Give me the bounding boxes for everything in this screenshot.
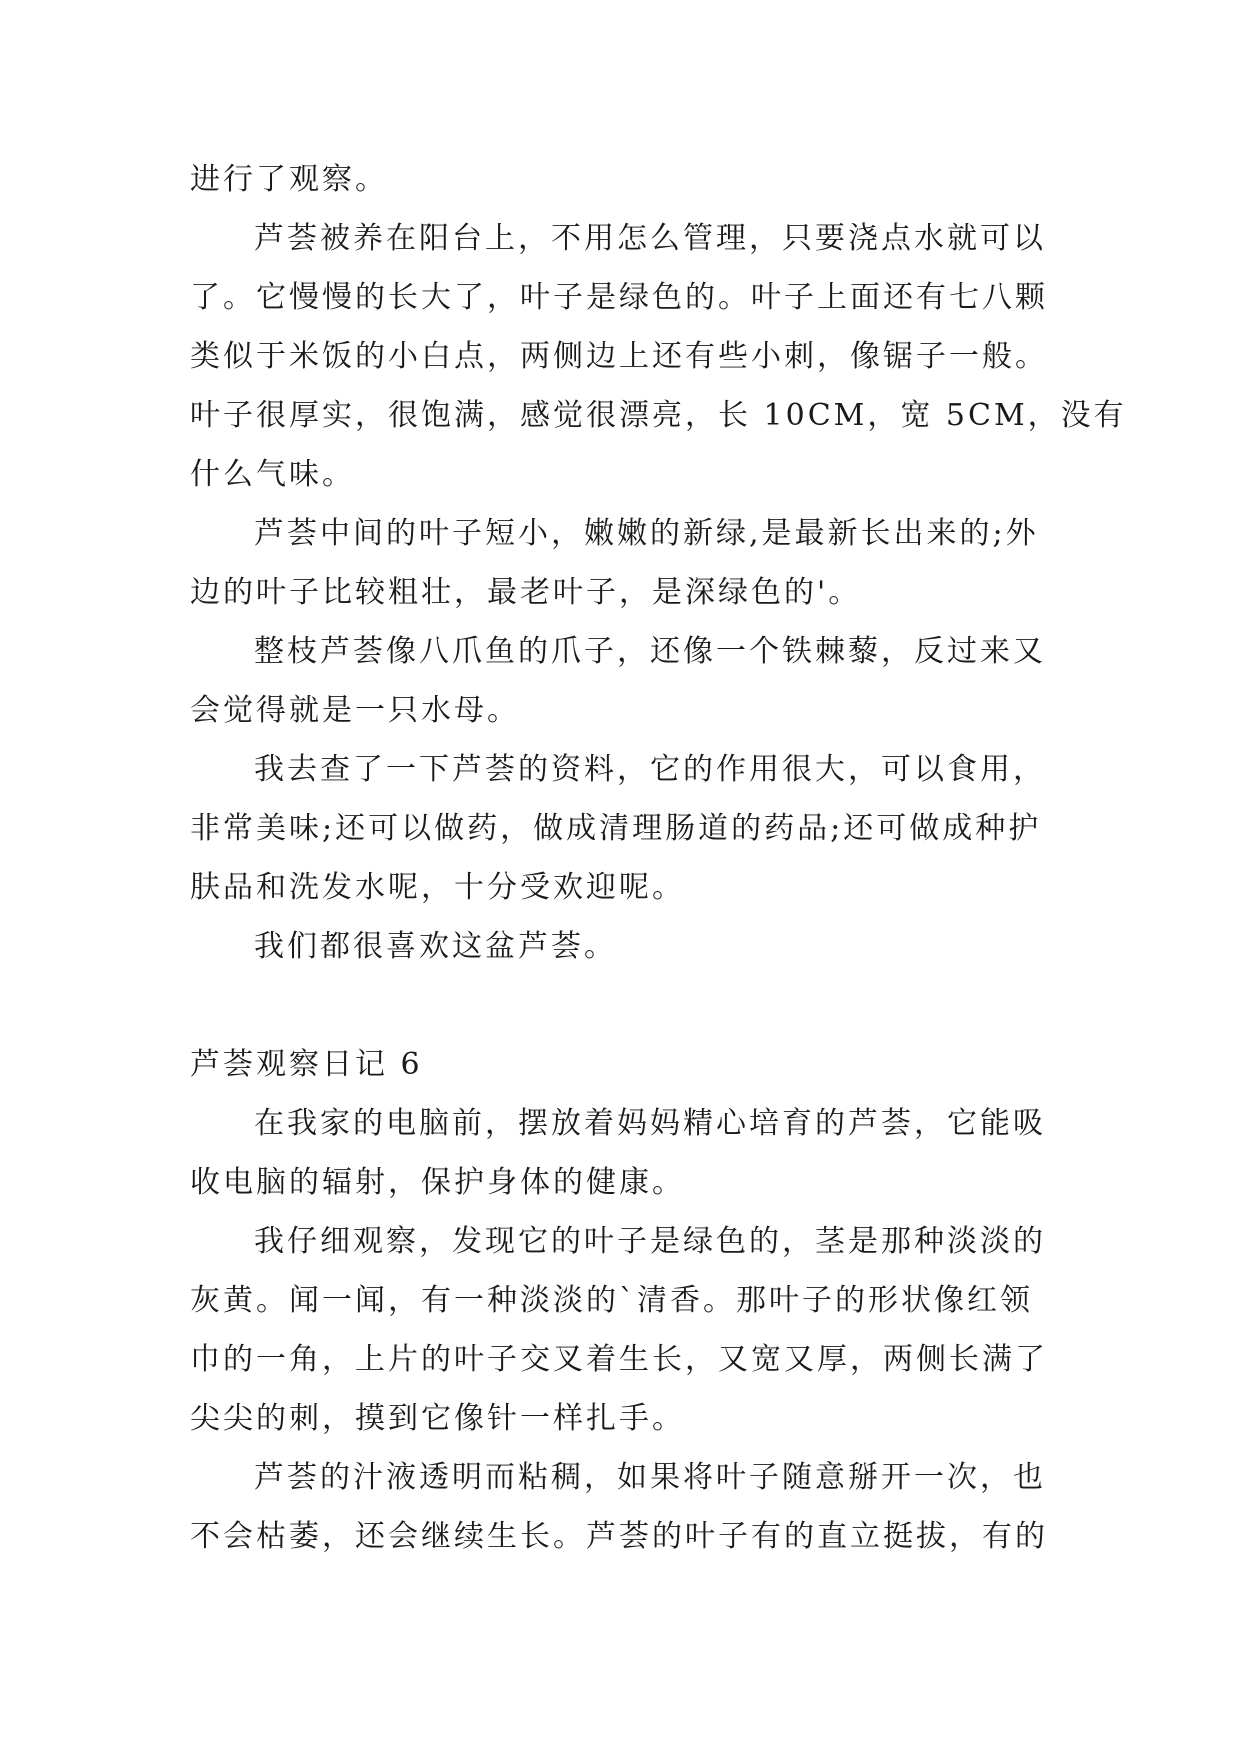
paragraph-first-line: 芦荟的汁液透明而粘稠，如果将叶子随意掰开一次，也	[254, 1460, 1046, 1495]
section-heading: 芦荟观察日记 6	[190, 1047, 423, 1082]
paragraph-first-line: 我去查了一下芦荟的资料，它的作用很大，可以食用，	[254, 752, 1046, 787]
section-gap	[190, 976, 1070, 1035]
text-line: 了。它慢慢的长大了，叶子是绿色的。叶子上面还有七八颗	[190, 280, 1048, 315]
text-line: 叶子很厚实，很饱满，感觉很漂亮，长 10CM，宽 5CM，没有	[190, 398, 1127, 433]
paragraph-first-line: 芦荟中间的叶子短小，嫩嫩的新绿,是最新长出来的;外	[254, 516, 1039, 551]
text-line: 会觉得就是一只水母。	[190, 693, 520, 728]
text-line: 进行了观察。	[190, 162, 388, 197]
text-line: 不会枯萎，还会继续生长。芦荟的叶子有的直立挺拔，有的	[190, 1519, 1048, 1554]
paragraph-first-line: 在我家的电脑前，摆放着妈妈精心培育的芦荟，它能吸	[254, 1106, 1046, 1141]
text-line: 肤品和洗发水呢，十分受欢迎呢。	[190, 870, 685, 905]
paragraph-first-line: 整枝芦荟像八爪鱼的爪子，还像一个铁棘藜，反过来又	[254, 634, 1046, 669]
paragraph-first-line: 芦荟被养在阳台上，不用怎么管理，只要浇点水就可以	[254, 221, 1046, 256]
text-line: 类似于米饭的小白点，两侧边上还有些小刺，像锯子一般。	[190, 339, 1048, 374]
document-body	[190, 150, 1127, 1566]
text-line: 尖尖的刺，摸到它像针一样扎手。	[190, 1401, 685, 1436]
text-line: 收电脑的辐射，保护身体的健康。	[190, 1165, 685, 1200]
paragraph-first-line: 我仔细观察，发现它的叶子是绿色的，茎是那种淡淡的	[254, 1224, 1046, 1259]
text-line: 非常美味;还可以做药，做成清理肠道的药品;还可做成种护	[190, 811, 1042, 846]
text-line: 边的叶子比较粗壮，最老叶子，是深绿色的'。	[190, 575, 862, 610]
text-line: 灰黄。闻一闻，有一种淡淡的`清香。那叶子的形状像红领	[190, 1283, 1033, 1318]
text-line: 巾的一角，上片的叶子交叉着生长，又宽又厚，两侧长满了	[190, 1342, 1048, 1377]
paragraph-first-line: 我们都很喜欢这盆芦荟。	[254, 929, 617, 964]
text-line: 什么气味。	[190, 457, 355, 492]
